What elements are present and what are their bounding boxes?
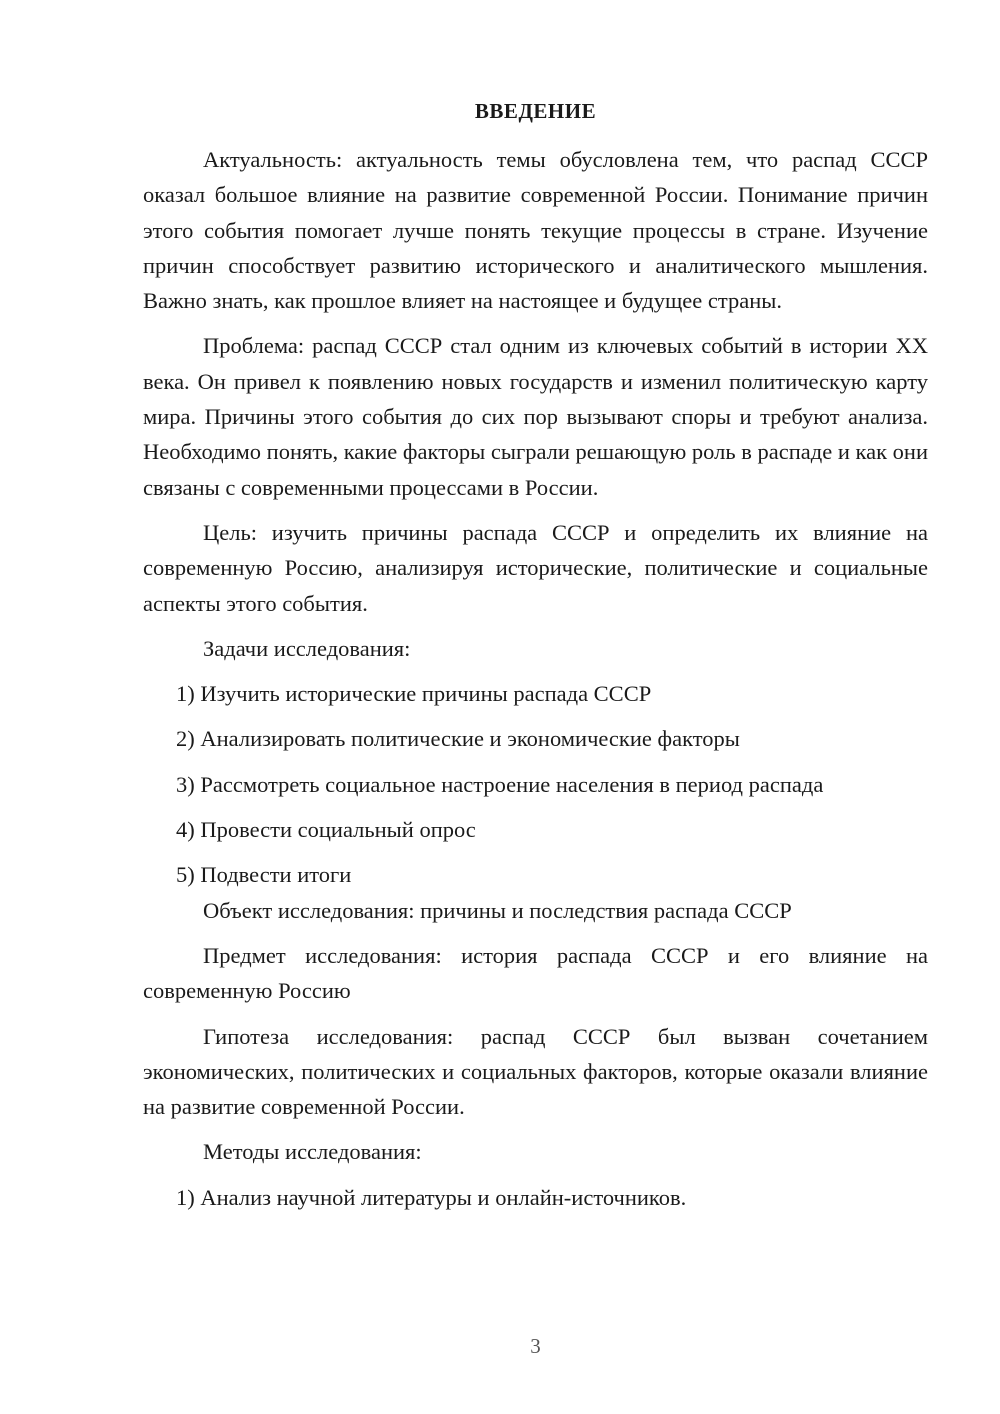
actuality-paragraph: Актуальность: актуальность темы обусловлена тем, что распад СССР оказал большое влияние на развитие современной России. Понимание причин этого события помогает лучше понять текущие процессы в стране. Изучение причин способствует развитию исторического и аналитического мышления. Важно знать, как прошлое влияет на настоящее и будущее страны.	[143, 147, 928, 314]
task-item: 2) Анализировать политические и экономические факторы	[176, 726, 740, 752]
task-item: 4) Провести социальный опрос	[176, 817, 476, 843]
problem-paragraph: Проблема: распад СССР стал одним из ключевых событий в истории XX века. Он привел к появлению новых государств и изменил политическую карту мира. Причины этого события до сих пор вызывают споры и требуют анализа. Необходимо понять, какие факторы сыграли решающую роль в распаде и как они связаны с современными процессами в России.	[143, 333, 928, 500]
methods-label: Методы исследования:	[203, 1139, 422, 1165]
hypothesis-paragraph: Гипотеза исследования: распад СССР был вызван сочетанием экономических, политических и социальных факторов, которые оказали влияние на развитие современной России.	[143, 1023, 928, 1120]
method-item: 1) Анализ научной литературы и онлайн-источников.	[176, 1184, 687, 1210]
document-body	[143, 142, 928, 1225]
document-page	[143, 0, 928, 1414]
task-item: 5) Подвести итоги	[176, 862, 352, 888]
tasks-label: Задачи исследования:	[203, 635, 411, 661]
task-item: 3) Рассмотреть социальное настроение населения в период распада	[176, 771, 824, 797]
goal-paragraph: Цель: изучить причины распада СССР и определить их влияние на современную Россию, анализируя исторические, политические и социальные аспекты этого события.	[143, 519, 928, 616]
task-item: 1) Изучить исторические причины распада СССР	[176, 681, 652, 707]
section-title: ВВЕДЕНИЕ	[474, 99, 597, 123]
object-paragraph: Объект исследования: причины и последствия распада СССР	[203, 897, 792, 923]
page-number: 3	[530, 1334, 541, 1358]
subject-paragraph: Предмет исследования: история распада СССР и его влияние на современную Россию	[143, 942, 928, 1004]
